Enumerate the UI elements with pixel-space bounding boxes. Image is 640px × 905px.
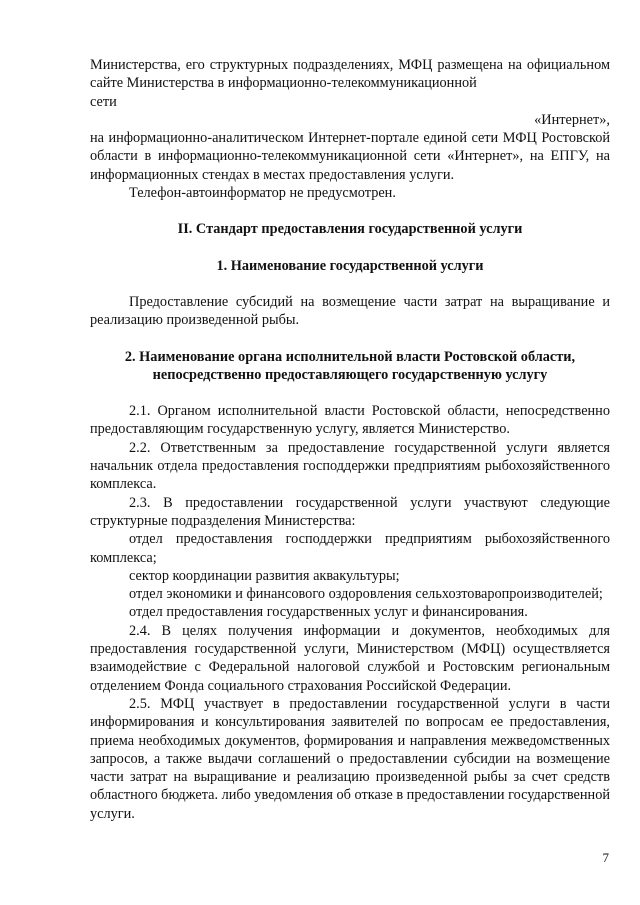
- list-item-aquaculture: сектор координации развития аквакультуры;: [129, 567, 400, 584]
- section-title: II. Стандарт предоставления государственной услуги: [177, 221, 523, 238]
- paragraph-2-4: 2.4. В целях получения информации и документов, необходимых для предоставления государственной услуги, Министерством (МФЦ) осуществляется взаимодействие с Федеральной налоговой службой и Ростовским региональным отделением Фонда социального страхования Российской Федерации.: [90, 622, 610, 694]
- paragraph-2-2: 2.2. Ответственным за предоставление государственной услуги является начальник отдела предоставления господдержки предприятиям рыбохозяйственного комплекса.: [90, 439, 610, 493]
- list-item-economics: отдел экономики и финансового оздоровления сельхозтоваропроизводителей;: [129, 586, 603, 603]
- subsection-2-title-line1: 2. Наименование органа исполнительной власти Ростовской области,: [124, 348, 576, 365]
- intro-paragraph-line4: на информационно-аналитическом Интернет-портале единой сети МФЦ Ростовской области в информационно-телекоммуникационной сети «Интернет», на ЕПГУ, на информационных стендах в местах предоставления услуги.: [90, 130, 610, 183]
- list-item-services-finance: отдел предоставления государственных услуг и финансирования.: [129, 604, 528, 621]
- list-item-dept-fishery: отдел предоставления господдержки предприятиям рыбохозяйственного комплекса;: [90, 531, 610, 566]
- intro-paragraph-line1: Министерства, его структурных подразделениях, МФЦ размещена на официальном сайте Министерства в информационно-телекоммуникационной: [90, 57, 610, 92]
- paragraph-2-1: 2.1. Органом исполнительной власти Ростовской области, непосредственно предоставляющим государственную услугу, является Министерство.: [90, 403, 610, 438]
- subsection-2-title-line2: непосредственно предоставляющего государственную услугу: [152, 366, 548, 383]
- intro-paragraph-line2: сети: [90, 93, 117, 110]
- paragraph-2-3: 2.3. В предоставлении государственной услуги участвуют следующие структурные подразделения Министерства:: [90, 494, 610, 529]
- intro-paragraph-line3: «Интернет»,: [534, 111, 610, 128]
- document-body: [90, 56, 610, 823]
- paragraph-2-5: 2.5. МФЦ участвует в предоставлении государственной услуги в части информирования и консультирования заявителей по вопросам ее предоставления, приема необходимых документов, формирования и направления межведомственных запросов, а также выдачи соглашений о предоставлении субсидии на возмещение части затрат на выращивание и реализацию произведенной рыбы за счет средств областного бюджета. либо уведомления об отказе в предоставлении государственной услуги.: [90, 695, 610, 822]
- subsection-1-text: Предоставление субсидий на возмещение части затрат на выращивание и реализацию произведенной рыбы.: [90, 293, 610, 329]
- page-number: 7: [602, 850, 609, 865]
- subsection-1-title: 1. Наименование государственной услуги: [216, 257, 484, 274]
- phone-note: Телефон-автоинформатор не предусмотрен.: [129, 185, 396, 202]
